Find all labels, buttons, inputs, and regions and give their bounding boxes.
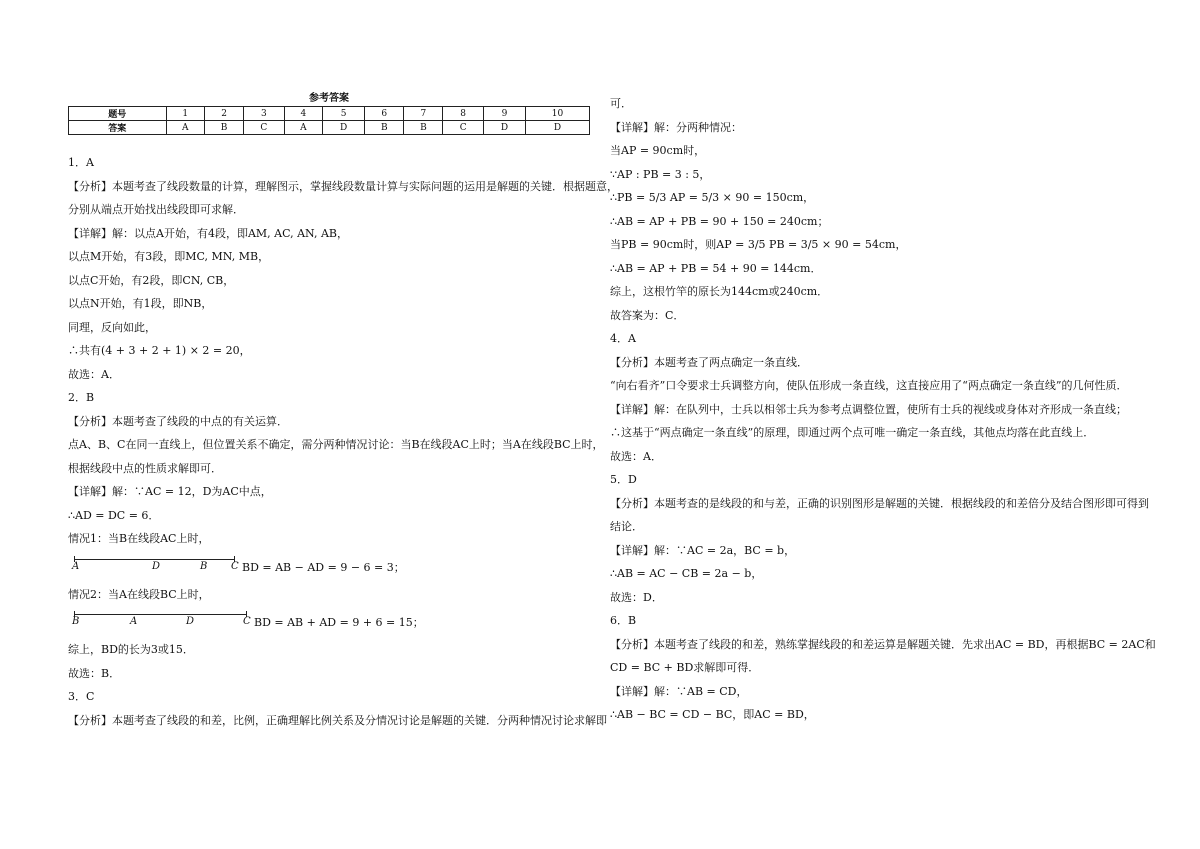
text-line: 当AP = 90cm时， <box>610 144 706 157</box>
question-number: 6 <box>365 107 404 121</box>
point-label: B <box>200 560 208 572</box>
text-line: 【分析】本题考查了两点确定一条直线． <box>610 355 808 369</box>
question-number: 2 <box>205 107 244 121</box>
text-line: 同理，反向如此， <box>68 320 156 334</box>
point-label: D <box>152 560 161 572</box>
answer-cell: D <box>483 121 525 135</box>
text-line: 故答案为：C． <box>610 308 685 322</box>
text-line: ∴AD = DC = 6． <box>68 508 160 522</box>
text-line: CD = BC + BD求解即可得． <box>610 661 760 674</box>
question-number: 5 <box>323 107 365 121</box>
case1-equation: BD = AB − AD = 9 − 6 = 3； <box>242 560 405 574</box>
text-line: 【详解】解：∵AC = 2a，BC = b， <box>610 543 796 557</box>
text-line: ∴这基于“两点确定一条直线”的原理，即通过两个点可唯一确定一条直线，其他点均落在此直线上． <box>610 426 1095 439</box>
question-number: 8 <box>443 107 483 121</box>
table-row-answers <box>69 121 590 135</box>
row-label: 题号 <box>69 107 167 121</box>
text-line: ∴AB − BC = CD − BC，即AC = BD， <box>610 708 815 721</box>
text-line: 点A、B、C在同一直线上，但位置关系不确定，需分两种情况讨论：当B在线段AC上时；当A在线段BC上时， <box>68 438 604 451</box>
text-line: 【详解】解：在队列中，士兵以相邻士兵为参考点调整位置，使所有士兵的视线或身体对齐形成一条直线； <box>610 402 1127 416</box>
text-line: 【详解】解：以点A开始，有4段，即AM, AC, AN, AB， <box>68 226 348 240</box>
text-line: 故选：D． <box>610 590 663 604</box>
table-row-numbers <box>69 107 590 121</box>
text-line: ∴AB = AP + PB = 90 + 150 = 240cm； <box>610 214 829 228</box>
text-line: 故选：A． <box>68 367 120 381</box>
text-line: 5．D <box>610 473 637 486</box>
right-column <box>610 92 1156 727</box>
point-label: B <box>72 616 80 627</box>
text-line: 以点C开始，有2段，即CN, CB， <box>68 273 235 287</box>
row-label: 答案 <box>69 121 167 135</box>
left-text-block <box>68 151 618 551</box>
question-number: 7 <box>404 107 443 121</box>
answer-cell: B <box>404 121 443 135</box>
segment-line <box>74 559 234 560</box>
text-line: 当PB = 90cm时，则AP = 3/5 PB = 3/5 × 90 = 54cm， <box>610 238 907 251</box>
answer-table-title: 参考答案 <box>309 93 349 104</box>
text-line: 3．C <box>68 690 95 703</box>
question-number: 10 <box>526 107 590 121</box>
text-line: 4．A <box>610 332 636 345</box>
text-line: ∵AP : PB = 3 : 5， <box>610 167 711 181</box>
case2-equation: BD = AB + AD = 9 + 6 = 15； <box>254 616 424 629</box>
text-line: 【分析】本题考查了线段数量的计算，理解图示，掌握线段数量计算与实际问题的运用是解题的关键．根据题意， <box>68 179 618 193</box>
answer-cell: D <box>323 121 365 135</box>
answer-cell: A <box>284 121 322 135</box>
text-line: 【详解】解：∵AC = 12，D为AC中点， <box>68 485 272 498</box>
text-line: 结论． <box>610 520 643 533</box>
text-line: 6．B <box>610 614 637 627</box>
answer-table <box>68 106 590 135</box>
segment-diagram-case2 <box>68 606 590 638</box>
text-line: ∴AB = AC − CB = 2a − b， <box>610 567 763 580</box>
answer-cell: A <box>166 121 204 135</box>
point-label: A <box>72 560 80 572</box>
text-line: 故选：B． <box>68 666 121 680</box>
text-line: 可． <box>610 97 632 110</box>
answer-cell: B <box>205 121 244 135</box>
text-line: 故选：A． <box>610 449 662 463</box>
text-line: 【分析】本题考查的是线段的和与差，正确的识别图形是解题的关键．根据线段的和差倍分及结合图形即可得到 <box>610 496 1149 510</box>
text-line: 【分析】本题考查了线段的和差，比例，正确理解比例关系及分情况讨论是解题的关键．分两种情况讨论求解即 <box>68 713 607 727</box>
text-line: ∴共有(4 + 3 + 2 + 1) × 2 = 20， <box>68 344 251 357</box>
point-label: C <box>231 560 239 572</box>
text-line: 分别从端点开始找出线段即可求解． <box>68 203 244 216</box>
left-column <box>68 92 618 732</box>
question-number: 4 <box>284 107 322 121</box>
text-line: 根据线段中点的性质求解即可． <box>68 461 222 475</box>
text-line: 以点M开始，有3段，即MC, MN, MB， <box>68 250 270 263</box>
answer-cell: D <box>526 121 590 135</box>
segment-line <box>74 614 246 615</box>
text-line: 【详解】解：∵AB = CD， <box>610 684 748 698</box>
text-line: 以点N开始，有1段，即NB， <box>68 297 213 310</box>
point-label: D <box>186 616 195 627</box>
question-number: 9 <box>483 107 525 121</box>
point-label: A <box>130 616 138 627</box>
text-line: 情况2：当A在线段BC上时， <box>68 587 210 601</box>
question-number: 1 <box>166 107 204 121</box>
text-line: “向右看齐”口令要求士兵调整方向，使队伍形成一条直线，这直接应用了“两点确定一条直线”的几何性质． <box>610 379 1128 392</box>
left-text-block-tail <box>68 638 607 732</box>
text-line: 情况1：当B在线段AC上时， <box>68 532 210 545</box>
text-line: 综上，BD的长为3或15． <box>68 643 194 656</box>
text-line: 【分析】本题考查了线段的和差，熟练掌握线段的和差运算是解题关键．先求出AC = BD，再根据BC = 2AC和 <box>610 637 1156 651</box>
answer-cell: C <box>244 121 284 135</box>
answer-cell: C <box>443 121 483 135</box>
text-line: ∴AB = AP + PB = 54 + 90 = 144cm． <box>610 261 822 275</box>
text-line: ∴PB = 5/3 AP = 5/3 × 90 = 150cm， <box>610 191 815 204</box>
point-label: C <box>243 616 251 627</box>
answer-cell: B <box>365 121 404 135</box>
question-number: 3 <box>244 107 284 121</box>
segment-diagram-case1 <box>68 551 590 583</box>
text-line: 【分析】本题考查了线段的中点的有关运算． <box>68 414 288 428</box>
text-line: 2．B <box>68 391 95 404</box>
text-line: 1．A <box>68 156 94 169</box>
text-line: 【详解】解：分两种情况： <box>610 120 742 134</box>
text-line: 综上，这根竹竿的原长为144cm或240cm． <box>610 285 829 298</box>
right-text-block <box>610 92 1156 727</box>
